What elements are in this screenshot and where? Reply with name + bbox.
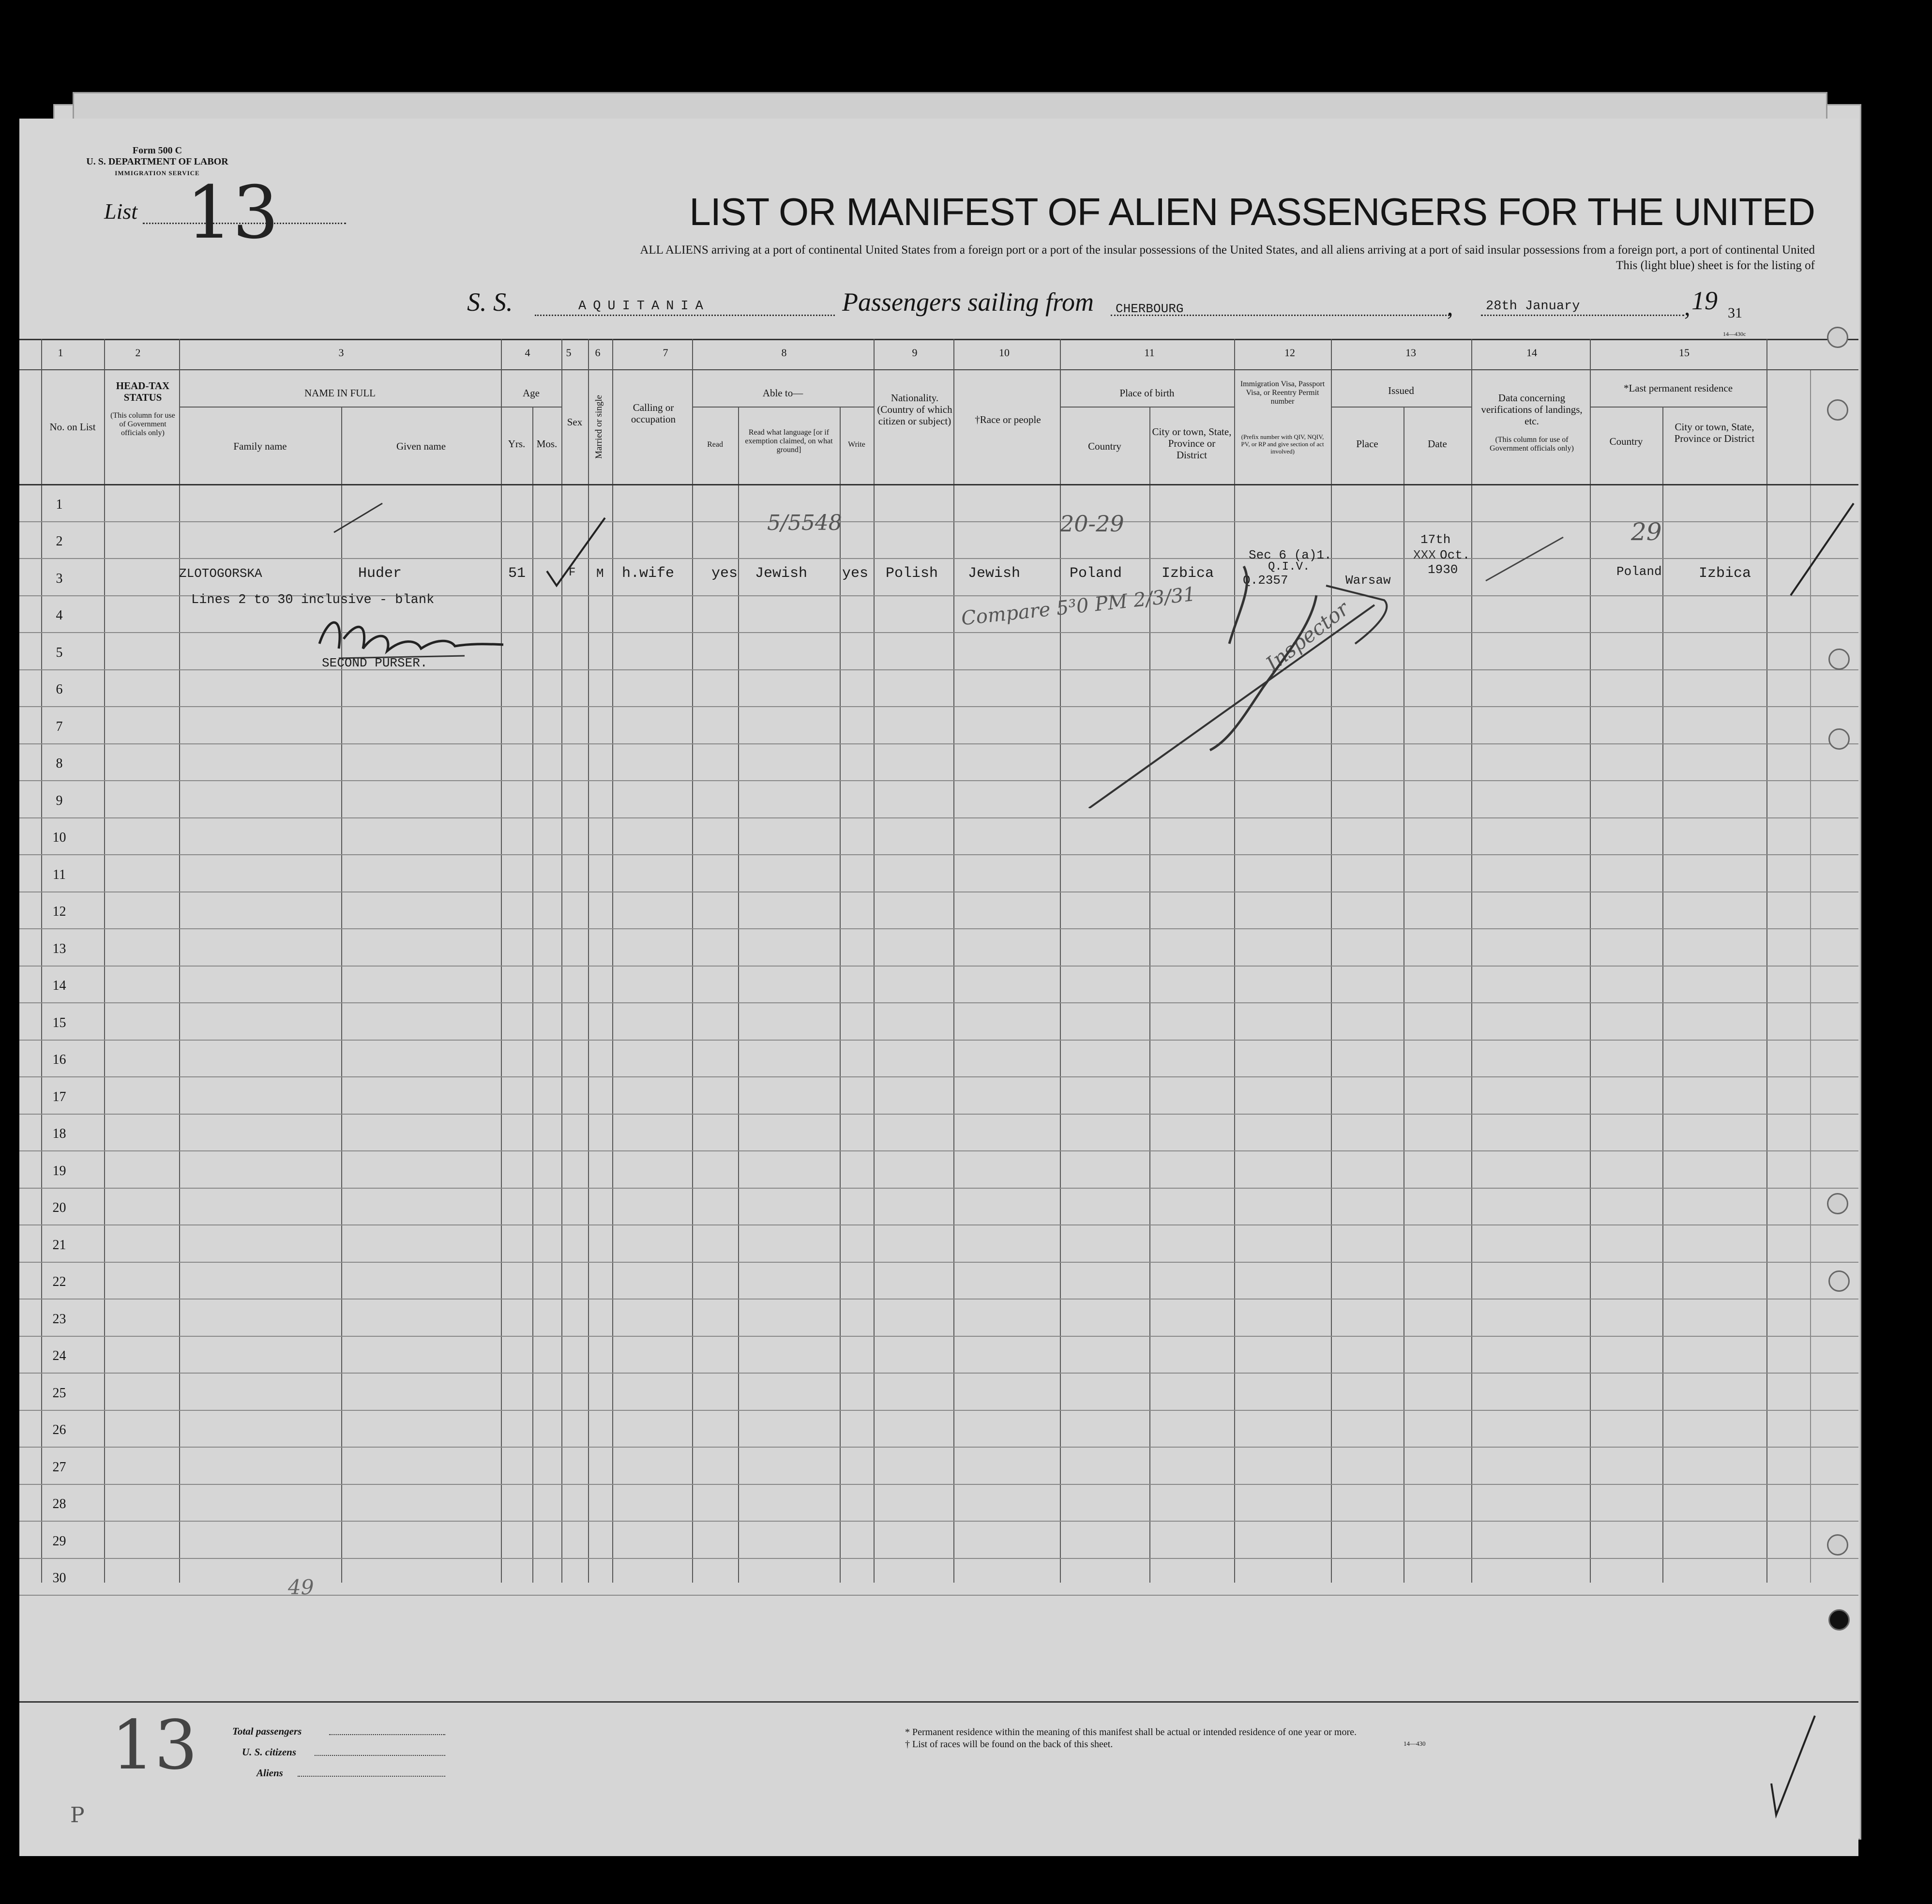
header-birth-city: City or town, State, Province or District (1152, 426, 1232, 461)
aliens-label: Aliens (257, 1767, 283, 1779)
marital-cell: M (596, 566, 604, 581)
header-years: Yrs. (508, 438, 526, 450)
dots (298, 1776, 445, 1777)
column-divider (341, 407, 342, 1583)
check-mark (1786, 499, 1858, 605)
column-number: 7 (663, 347, 668, 359)
visa-section-cell: Sec 6 (a)1. (1249, 548, 1332, 562)
header-subline (501, 407, 561, 408)
manifest-sheet (19, 119, 1858, 1856)
column-divider (1590, 339, 1591, 1583)
row-number: 13 (52, 941, 66, 956)
column-divider (692, 339, 693, 1583)
year-prefix: 19 (1691, 286, 1718, 315)
row-number: 19 (52, 1163, 66, 1179)
header-married: Married or single (594, 395, 604, 459)
row-line (19, 1224, 1858, 1225)
row-line (19, 780, 1858, 781)
column-divider (532, 407, 533, 1583)
header-subline (1331, 407, 1471, 408)
row-number: 1 (56, 497, 63, 512)
header-place-of-birth: Place of birth (1119, 387, 1175, 399)
family-name-cell: ZLOTOGORSKA (179, 566, 262, 581)
column-number: 1 (58, 347, 63, 359)
row-line (19, 743, 1858, 744)
row-line (19, 1262, 1858, 1263)
row-number: 20 (52, 1200, 66, 1215)
header-bottom-line (19, 484, 1858, 485)
department-name: U. S. DEPARTMENT OF LABOR (86, 156, 228, 167)
row-line (19, 1336, 1858, 1337)
header-birth-country: Country (1088, 440, 1121, 452)
column-divider (179, 339, 180, 1583)
column-number: 9 (912, 347, 918, 359)
row-number: 6 (56, 682, 63, 697)
row-number: 4 (56, 608, 63, 623)
punch-hole (1828, 728, 1850, 750)
row-number: 9 (56, 793, 63, 808)
blank-lines-note: Lines 2 to 30 inclusive - blank (191, 593, 435, 607)
row-number: 24 (52, 1348, 66, 1363)
column-divider (104, 339, 105, 1583)
issued-day-cell: 17th (1420, 532, 1451, 547)
row-number: 2 (56, 534, 63, 549)
column-number: 13 (1405, 347, 1416, 359)
header-write: Write (848, 440, 865, 449)
handwritten-birth-note: 20-29 (1060, 511, 1124, 537)
ship-name: AQUITANIA (578, 299, 710, 314)
row-number: 28 (52, 1496, 66, 1511)
header-read-language: Read what language [or if exemption claimed, on what ground] (745, 428, 833, 454)
row-number: 8 (56, 756, 63, 771)
punch-hole (1827, 1193, 1848, 1214)
residence-country-cell: Poland (1616, 564, 1662, 579)
row-line (19, 1188, 1858, 1189)
row-line (19, 521, 1858, 522)
header-subline (692, 407, 874, 408)
dots (315, 1755, 445, 1756)
subtitle-line-1: ALL ALIENS arriving at a port of continental United States from a foreign port or a port of the insular possessions of the United States, and all aliens arriving at a port of said insular possessions from a foreign port, a port of continental United (640, 243, 1815, 257)
birth-city-cell: Izbica (1162, 565, 1214, 582)
row-number: 25 (52, 1385, 66, 1401)
row-number: 12 (52, 904, 66, 919)
row-number: 23 (52, 1311, 66, 1327)
column-number: 3 (338, 347, 344, 359)
row-number: 15 (52, 1015, 66, 1030)
column-number: 2 (135, 347, 141, 359)
form-number: Form 500 C (132, 145, 182, 156)
check-mark (329, 499, 387, 537)
header-last-residence: *Last permanent residence (1623, 382, 1733, 394)
column-divider (501, 339, 502, 1583)
column-number: 4 (525, 347, 530, 359)
row-number: 26 (52, 1422, 66, 1437)
row-line (19, 854, 1858, 855)
row-number: 14 (52, 978, 66, 993)
header-head-tax-note: (This column for use of Government officials only) (110, 411, 175, 437)
row-line (19, 1002, 1858, 1003)
header-no-on-list: No. on List (49, 421, 96, 433)
column-divider (612, 339, 613, 1583)
header-residence-country: Country (1609, 436, 1643, 447)
column-divider (874, 339, 875, 1583)
column-number: 15 (1679, 347, 1690, 359)
header-months: Mos. (536, 438, 558, 450)
row-number: 18 (52, 1126, 66, 1141)
manifest-table (19, 339, 1858, 1820)
column-divider (738, 407, 739, 1583)
issued-place-cell: Warsaw (1345, 573, 1391, 588)
handwritten-letter: P (70, 1803, 85, 1828)
footnote-residence: * Permanent residence within the meaning of this manifest shall be actual or intended residence of one year or more. (905, 1727, 1357, 1738)
row-line (19, 1150, 1858, 1151)
form-code: 14—430 (1404, 1740, 1426, 1747)
year-suffix: 31 (1728, 305, 1742, 321)
row-line (19, 669, 1858, 670)
header-head-tax: HEAD-TAX STATUS (116, 380, 170, 403)
header-able-to: Able to— (762, 387, 803, 399)
check-mark (1762, 1711, 1820, 1822)
row-number: 22 (52, 1274, 66, 1289)
row-line (19, 706, 1858, 707)
inspector-signature (1084, 547, 1423, 808)
column-divider (1331, 339, 1332, 1583)
footer-rule (19, 1701, 1858, 1703)
row-line (19, 817, 1858, 818)
row-line (19, 1447, 1858, 1448)
column-number: 8 (781, 347, 787, 359)
birth-country-cell: Poland (1070, 565, 1122, 582)
issued-month-cell: Oct. (1440, 548, 1470, 562)
handwritten-language-note: 5/5548 (767, 511, 842, 535)
punch-hole (1828, 1609, 1850, 1631)
header-issued-place: Place (1356, 438, 1378, 450)
punch-hole (1828, 649, 1850, 670)
header-name-in-full: NAME IN FULL (304, 387, 376, 399)
header-subline (1590, 407, 1766, 408)
header-race: †Race or people (975, 414, 1041, 425)
handwritten-residence-note: 29 (1631, 518, 1662, 546)
row-line (19, 558, 1858, 559)
ss-label: S. S. (467, 287, 513, 317)
punch-hole (1827, 1534, 1848, 1556)
row-line (19, 1040, 1858, 1041)
row-number: 27 (52, 1459, 66, 1475)
age-years-cell: 51 (508, 565, 526, 582)
header-visa-note: (Prefix number with QIV, NQIV, PV, or RP and give section of act involved) (1241, 433, 1324, 455)
header-nationality: Nationality. (Country of which citizen or subject) (877, 392, 952, 427)
header-issued-date: Date (1428, 438, 1447, 450)
punch-hole (1827, 327, 1848, 348)
punch-hole (1827, 399, 1848, 421)
subtitle-line-2: This (light blue) sheet is for the listing of (1615, 259, 1815, 272)
write-cell: yes (842, 565, 869, 582)
visa-type-cell: Q.I.V. (1268, 560, 1310, 574)
header-verification-note: (This column for use of Government officials only) (1490, 436, 1574, 453)
sex-cell: F (569, 566, 576, 579)
row-line (19, 632, 1858, 633)
header-visa: Immigration Visa, Passport Visa, or Reentry Permit number (1240, 380, 1325, 406)
us-citizens-label: U. S. citizens (242, 1746, 297, 1758)
row-line (19, 1410, 1858, 1411)
sailing-date: 28th January (1486, 299, 1580, 314)
column-number: 12 (1284, 347, 1295, 359)
column-number: 6 (595, 347, 601, 359)
header-given-name: Given name (396, 440, 446, 452)
language-cell: Jewish (755, 565, 808, 582)
list-label: List (104, 199, 138, 224)
row-line (19, 966, 1858, 967)
header-sex: Sex (567, 416, 583, 428)
nationality-cell: Polish (886, 565, 938, 582)
ship-line (535, 315, 835, 316)
header-verification: Data concerning verifications of landings, etc. (1481, 392, 1583, 427)
handwritten-inspector-title: Inspector (1261, 596, 1354, 676)
row-number: 10 (52, 830, 66, 845)
dots (329, 1734, 445, 1735)
comma: , (1684, 293, 1690, 320)
list-number: 13 (186, 171, 279, 255)
purser-title: SECOND PURSER. (322, 656, 428, 670)
read-cell: yes (711, 565, 738, 582)
row-number: 29 (52, 1533, 66, 1549)
column-divider (953, 339, 954, 1583)
comma: , (1447, 293, 1453, 320)
column-divider (1766, 339, 1767, 1583)
column-number: 10 (999, 347, 1010, 359)
column-number: 14 (1526, 347, 1537, 359)
total-passengers-label: Total passengers (232, 1725, 302, 1737)
form-code-top: 14—430c (1723, 331, 1746, 337)
handwritten-list-number: 13 (111, 1706, 198, 1785)
header-subline (1060, 407, 1234, 408)
date-line (1481, 315, 1684, 316)
row-line (19, 928, 1858, 929)
visa-number-cell: Q.2357 (1243, 573, 1288, 588)
struck-text: XXX (1413, 548, 1436, 562)
issued-year-cell: 1930 (1428, 562, 1458, 577)
service-name: IMMIGRATION SERVICE (115, 169, 200, 177)
column-divider (840, 407, 841, 1583)
row-number: 17 (52, 1089, 66, 1104)
row-number: 11 (53, 867, 66, 882)
row-line (19, 1373, 1858, 1374)
handwritten-compare-note: Compare 5³0 PM 2/3/31 (960, 583, 1197, 630)
header-family-name: Family name (233, 440, 287, 452)
header-subline (179, 407, 501, 408)
column-divider (1234, 339, 1235, 1583)
row-number: 3 (56, 571, 63, 586)
row-line (19, 1114, 1858, 1115)
given-name-cell: Huder (358, 565, 402, 582)
row-number: 16 (52, 1052, 66, 1067)
column-divider (1662, 407, 1663, 1583)
column-number: 11 (1144, 347, 1155, 359)
row-line (19, 1484, 1858, 1485)
footnote-races: † List of races will be found on the back of this sheet. (905, 1739, 1113, 1750)
header-calling: Calling or occupation (631, 402, 676, 425)
purser-signature (310, 610, 513, 678)
page-title: LIST OR MANIFEST OF ALIEN PASSENGERS FOR THE UNITED (689, 190, 1815, 233)
row-number: 30 (52, 1571, 66, 1586)
row-number: 21 (52, 1237, 66, 1253)
punch-hole (1828, 1270, 1850, 1292)
check-mark (542, 513, 610, 590)
row-line (19, 1299, 1858, 1300)
check-mark (1481, 532, 1568, 590)
column-number-row (19, 339, 1858, 370)
race-cell: Jewish (968, 565, 1021, 582)
occupation-cell: h.wife (622, 565, 675, 582)
header-residence-city: City or town, State, Province or District (1674, 421, 1755, 444)
row-number: 5 (56, 645, 63, 660)
row-number: 7 (56, 719, 63, 734)
sailing-label: Passengers sailing from (842, 287, 1094, 317)
header-issued: Issued (1388, 385, 1414, 396)
column-divider (1471, 339, 1472, 1583)
header-age: Age (523, 387, 540, 399)
handwritten-page-number: 49 (288, 1575, 314, 1599)
row-line (19, 1076, 1858, 1077)
port-name: CHERBOURG (1116, 302, 1184, 316)
header-read: Read (707, 440, 723, 449)
row-line (19, 1558, 1858, 1559)
residence-city-cell: Izbica (1699, 565, 1751, 582)
column-number: 5 (566, 347, 572, 359)
row-line (19, 1521, 1858, 1522)
